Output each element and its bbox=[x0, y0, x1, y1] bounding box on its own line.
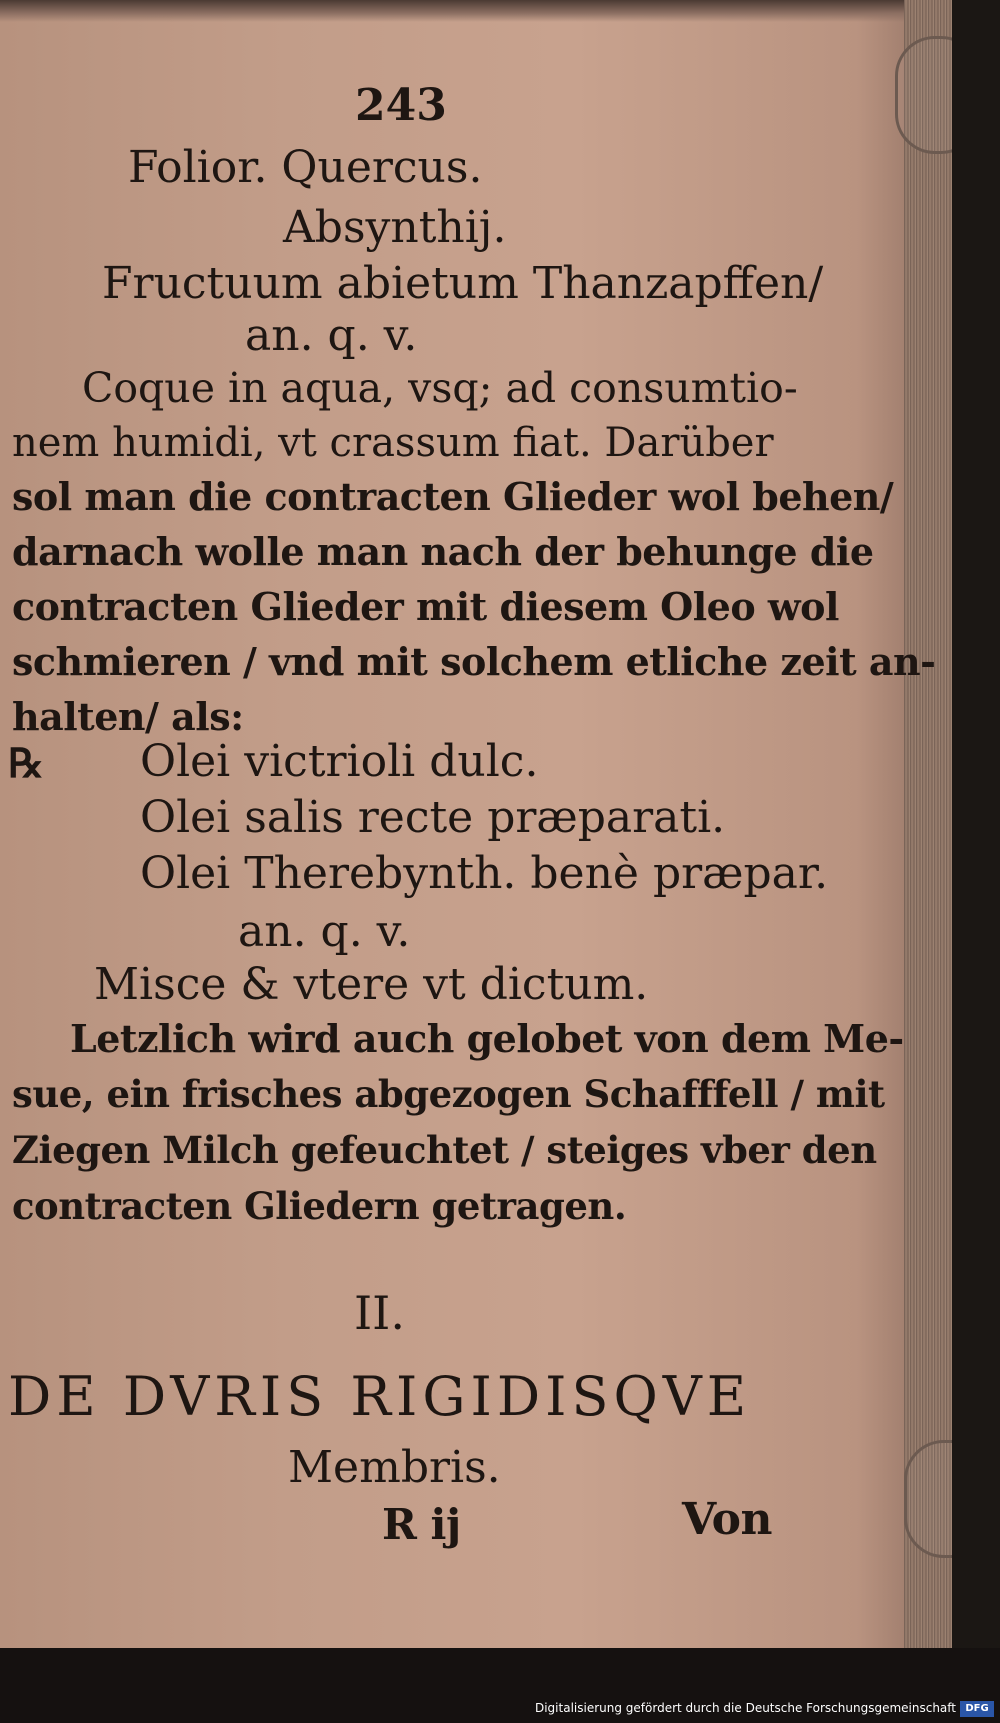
signature-mark: R ij bbox=[382, 1500, 461, 1549]
text-line: Coque in aqua, vsq; ad consumtio- bbox=[82, 364, 798, 412]
page-number: 243 bbox=[355, 80, 447, 131]
text-line: Letzlich wird auch gelobet von dem Me- bbox=[70, 1016, 904, 1061]
text-line: Olei Therebynth. benè præpar. bbox=[140, 848, 829, 899]
text-line: sue, ein frisches abgezogen Schafffell / mit bbox=[12, 1072, 885, 1116]
catchword: Von bbox=[682, 1494, 772, 1545]
text-line: Olei salis recte præparati. bbox=[140, 792, 726, 843]
dfg-logo: DFG bbox=[960, 1701, 994, 1717]
text-line: Olei victrioli dulc. bbox=[140, 736, 539, 787]
text-line: halten/ als: bbox=[12, 694, 244, 739]
text-line: Ziegen Milch gefeuchtet / steiges vber den bbox=[12, 1128, 877, 1172]
text-line: schmieren / vnd mit solchem etliche zeit an- bbox=[12, 639, 936, 684]
recipe-symbol: ℞ bbox=[8, 740, 44, 787]
section-number: II. bbox=[354, 1286, 405, 1340]
section-subheading: Membris. bbox=[288, 1442, 501, 1493]
text-line: darnach wolle man nach der behunge die bbox=[12, 529, 874, 574]
text-line: Folior. Quercus. bbox=[128, 142, 483, 193]
text-line: sol man die contracten Glieder wol behen/ bbox=[12, 474, 894, 519]
page-edges bbox=[904, 0, 952, 1648]
text-line: Absynthij. bbox=[283, 202, 507, 253]
text-line: an. q. v. bbox=[238, 906, 411, 957]
text-line: contracten Gliedern getragen. bbox=[12, 1184, 627, 1228]
digitization-credit: Digitalisierung gefördert durch die Deutsche Forschungsgemeinschaft bbox=[534, 1701, 956, 1715]
section-heading: DE DVRIS RIGIDISQVE bbox=[8, 1365, 752, 1428]
text-line: nem humidi, vt crassum fiat. Darüber bbox=[12, 420, 774, 466]
text-line: Fructuum abietum Thanzapffen/ bbox=[102, 258, 824, 309]
text-line: contracten Glieder mit diesem Oleo wol bbox=[12, 584, 839, 629]
footer-bar bbox=[0, 1648, 1000, 1723]
text-line: Misce & vtere vt dictum. bbox=[94, 959, 649, 1010]
text-line: an. q. v. bbox=[245, 310, 418, 361]
page-clip-top bbox=[895, 36, 952, 154]
page-clip-bottom bbox=[904, 1440, 952, 1558]
